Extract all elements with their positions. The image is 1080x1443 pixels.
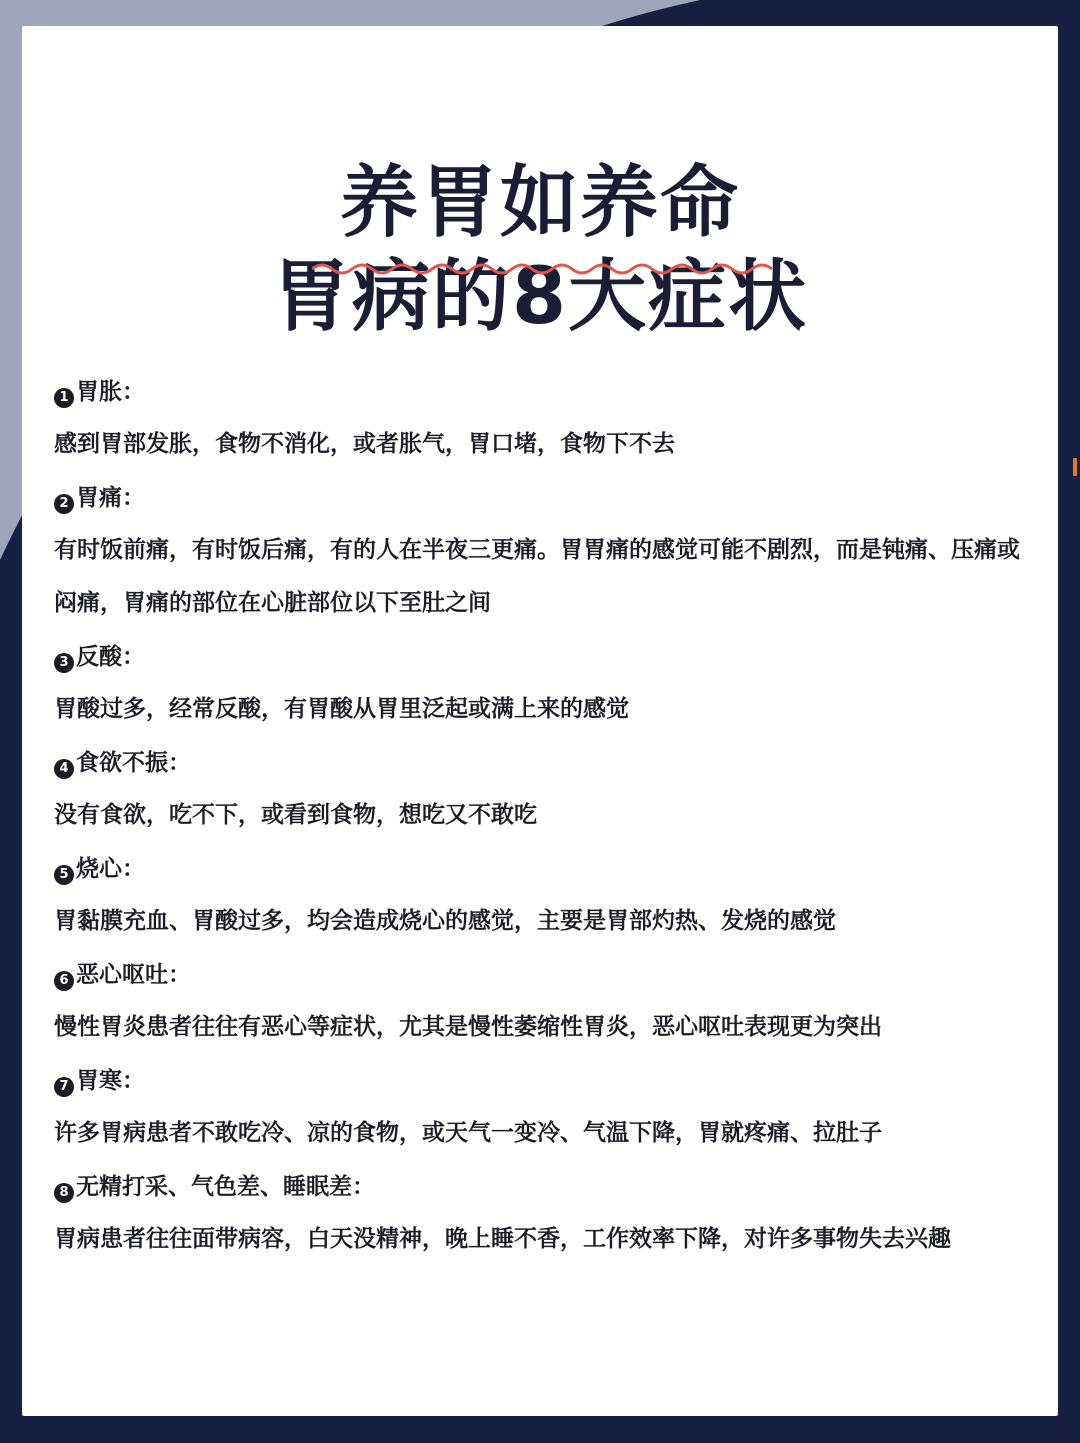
symptom-description: 没有食欲，吃不下，或看到食物，想吃又不敢吃: [54, 802, 537, 828]
symptom-heading: [54, 949, 1029, 1001]
symptom-item-1: [54, 366, 1029, 471]
wavy-underline: [312, 261, 772, 277]
number-badge: 6: [54, 971, 74, 991]
symptom-heading: [54, 472, 1029, 524]
symptom-description: 许多胃病患者不敢吃冷、凉的食物，或天气一变冷、气温下降，胃就疼痛、拉肚子: [54, 1120, 882, 1146]
symptom-item-2: [54, 472, 1029, 630]
symptom-heading-label: 胃痛：: [76, 485, 145, 511]
symptom-description: 胃黏膜充血、胃酸过多，均会造成烧心的感觉，主要是胃部灼热、发烧的感觉: [54, 908, 836, 934]
number-badge: 3: [54, 653, 74, 673]
symptom-item-4: [54, 737, 1029, 842]
symptom-heading-label: 反酸：: [76, 644, 145, 670]
symptom-description: 胃酸过多，经常反酸，有胃酸从胃里泛起或满上来的感觉: [54, 696, 629, 722]
number-badge: 2: [54, 494, 74, 514]
symptom-heading-label: 胃胀：: [76, 379, 145, 405]
symptom-item-7: [54, 1055, 1029, 1160]
symptom-list: [54, 366, 1029, 1267]
title-block: [22, 156, 1058, 344]
symptom-heading: [54, 1161, 1029, 1213]
symptom-heading: [54, 1055, 1029, 1107]
symptom-heading-label: 烧心：: [76, 856, 145, 882]
symptom-description: 胃病患者往往面带病容，白天没精神，晚上睡不香，工作效率下降，对许多事物失去兴趣: [54, 1226, 951, 1252]
number-badge: 8: [54, 1183, 74, 1203]
symptom-description: 慢性胃炎患者往往有恶心等症状，尤其是慢性萎缩性胃炎，恶心呕吐表现更为突出: [54, 1014, 882, 1040]
symptom-description: 有时饭前痛，有时饭后痛，有的人在半夜三更痛。胃胃痛的感觉可能不剧烈，而是钝痛、压痛或闷痛，胃痛的部位在心脏部位以下至肚之间: [54, 537, 1020, 616]
symptom-heading-label: 胃寒：: [76, 1068, 145, 1094]
symptom-item-5: [54, 843, 1029, 948]
page-title-line2: 胃病的8大症状: [271, 252, 809, 342]
page-title-line1: 养胃如养命: [339, 158, 740, 248]
symptom-heading: [54, 843, 1029, 895]
number-badge: 1: [54, 388, 74, 408]
symptom-heading: [54, 737, 1029, 789]
number-badge: 4: [54, 759, 74, 779]
symptom-description: 感到胃部发胀，食物不消化，或者胀气，胃口堵，食物下不去: [54, 431, 675, 457]
symptom-heading: [54, 366, 1029, 418]
symptom-item-3: [54, 631, 1029, 736]
symptom-item-8: [54, 1161, 1029, 1266]
number-badge: 5: [54, 865, 74, 885]
symptom-item-6: [54, 949, 1029, 1054]
content-card: [22, 26, 1058, 1416]
edge-mark: [1073, 458, 1077, 476]
symptom-heading: [54, 631, 1029, 683]
number-badge: 7: [54, 1077, 74, 1097]
symptom-heading-label: 食欲不振：: [76, 750, 191, 776]
symptom-heading-label: 无精打采、气色差、睡眠差：: [76, 1174, 375, 1200]
symptom-heading-label: 恶心呕吐：: [76, 962, 191, 988]
